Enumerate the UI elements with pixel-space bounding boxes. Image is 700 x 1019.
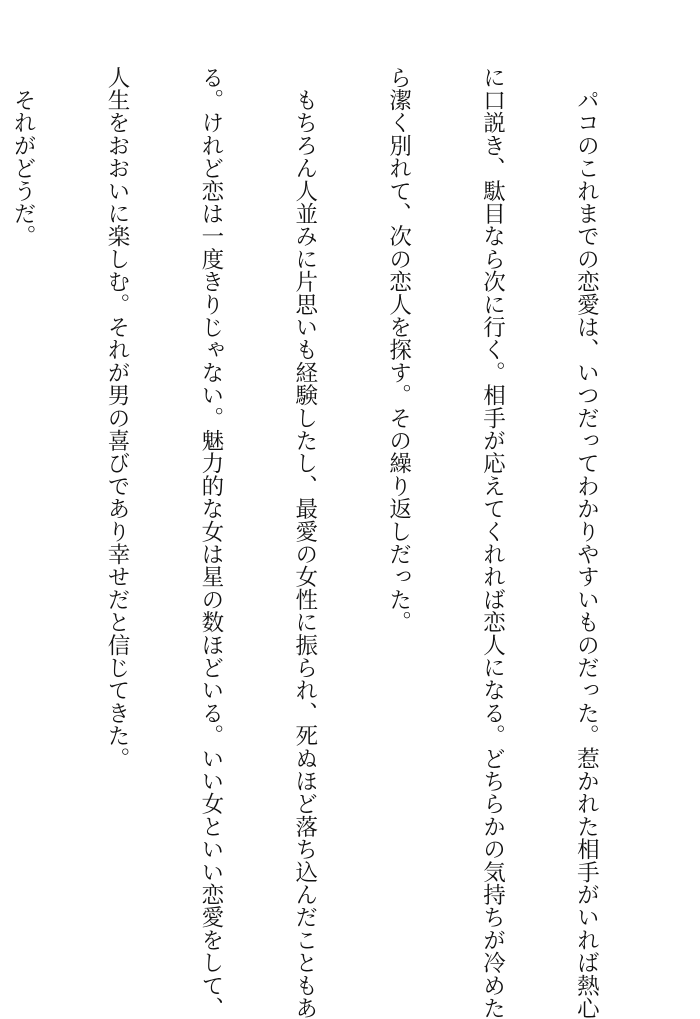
- text-line: もちろん人並みに片思いも経験したし、最愛の女性に振られ、死ぬほど落ち込んだこともあ: [291, 66, 318, 1019]
- text-line: に口説き、駄目なら次に行く。相手が応えてくれれば恋人になる。どちらかの気持ちが冷めた: [479, 66, 506, 1019]
- text-line: それがどうだ。: [10, 66, 37, 248]
- vertical-text-body: [0, 66, 664, 1019]
- text-line: ら潔く別れて、次の恋人を探す。その繰り返しだった。: [385, 66, 412, 634]
- text-line: 人生をおおいに楽しむ。それが男の喜びであり幸せだと信じてきた。: [103, 66, 130, 770]
- text-line: る。けれど恋は一度きりじゃない。魅力的な女は星の数ほどいる。いい女といい恋愛をして、: [197, 66, 224, 1019]
- text-line: パコのこれまでの恋愛は、いつだってわかりやすいものだった。惹かれた相手がいれば熱心: [573, 66, 600, 1019]
